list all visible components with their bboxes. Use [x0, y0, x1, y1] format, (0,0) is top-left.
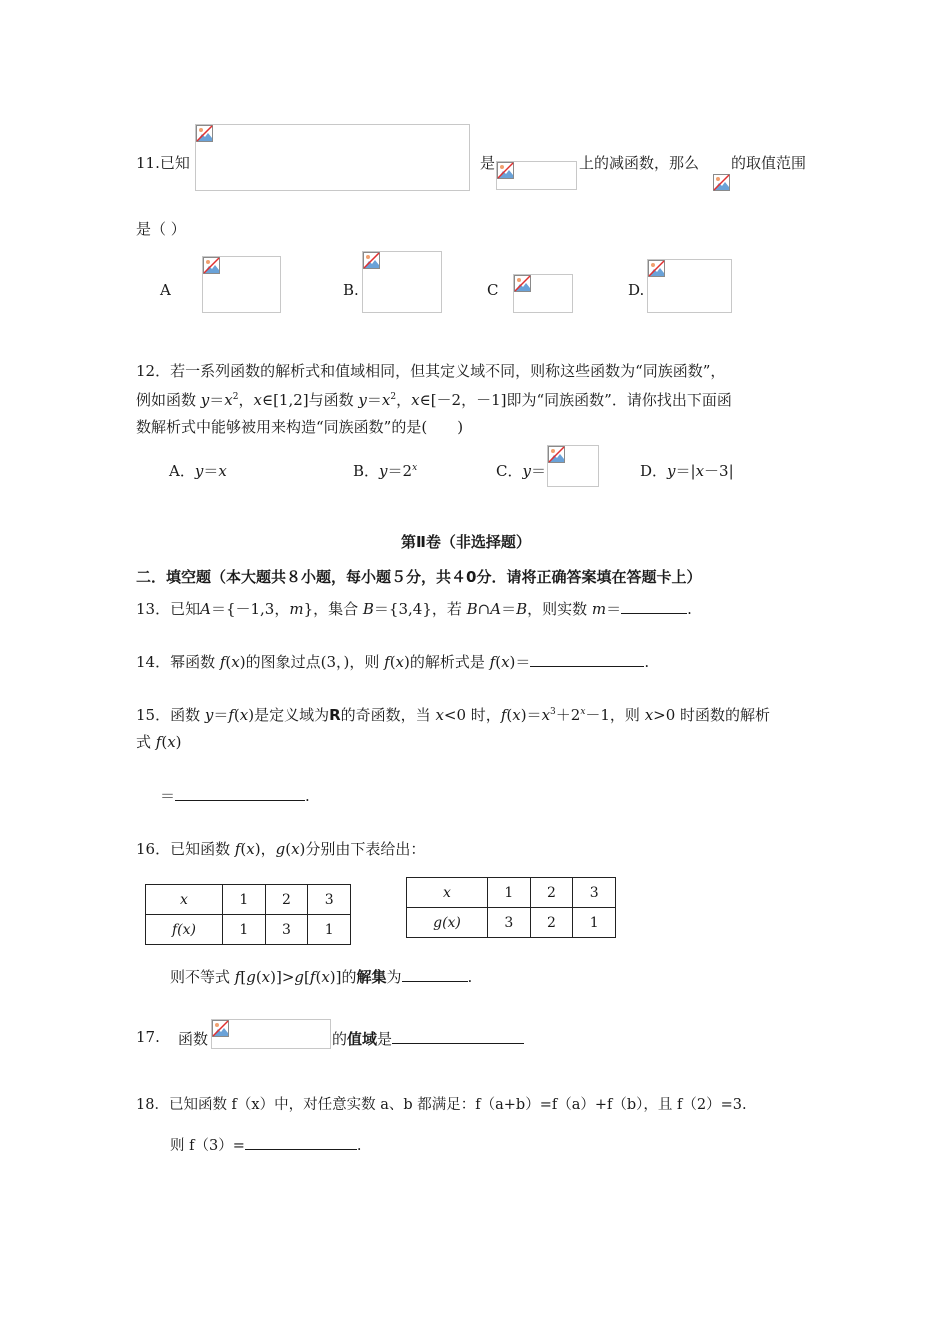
q18-line1: 18．已知函数 f（x）中，对任意实数 a、b 都满足：f（a+b）=f（a）+f（b），且 f（2）=3.: [136, 1097, 747, 1113]
q11-option-b-image: [362, 251, 442, 313]
q18-answer-blank[interactable]: [245, 1135, 357, 1150]
q11-mid: 是: [480, 154, 496, 172]
q11-prefix: 11.已知: [136, 154, 190, 172]
q17-answer-blank[interactable]: [392, 1029, 524, 1044]
g-table-cell: 3: [488, 908, 531, 938]
broken-image-icon: [548, 446, 565, 463]
broken-image-icon: [497, 162, 514, 179]
f-table-header-cell: 3: [308, 885, 351, 915]
q14-answer-blank[interactable]: [530, 652, 644, 667]
q17-num: 17.: [136, 1028, 160, 1046]
g-table-header-cell: 3: [573, 878, 616, 908]
f-table-value-row: [146, 915, 351, 945]
g-table-cell: 2: [530, 908, 573, 938]
q11-option-c: C: [487, 281, 499, 299]
q11-text3: 的取值范围: [731, 154, 807, 172]
broken-image-icon: [514, 275, 531, 292]
q15-line2: 式 f(x): [136, 733, 182, 751]
q17-formula-image: [211, 1019, 331, 1049]
q17-text-a: 函数: [178, 1030, 209, 1048]
q11-option-a-image: [202, 256, 281, 313]
broken-image-icon: [363, 252, 380, 269]
q11-text2: 上的减函数，那么: [579, 154, 700, 172]
q12-line1: 12．若一系列函数的解析式和值域相同，但其定义域不同，则称这些函数为“同族函数”，: [136, 362, 726, 380]
q13-text: 13．已知A＝{－1,3，m}，集合 B＝{3,4}，若 B∩A＝B，则实数 m＝ .: [136, 600, 692, 618]
f-table-row-label: f(x): [146, 915, 223, 945]
q11-option-b: B.: [343, 281, 359, 299]
g-table-value-row: [407, 908, 616, 938]
q15-line1: 15．函数 y＝f(x)是定义域为R的奇函数，当 x<0 时，$f(x)=x^3+2^x-1$，则 x>0 时函数的解析: [136, 706, 771, 724]
q12-option-c: C．y＝: [496, 462, 546, 480]
q11-variable-image: [713, 174, 730, 191]
q11-option-a: A: [160, 281, 171, 299]
q16-answer-blank[interactable]: [402, 967, 468, 982]
f-table-header-row: [146, 885, 351, 915]
g-table-header-row: [407, 878, 616, 908]
g-table: [406, 877, 616, 938]
f-table-header-cell: x: [146, 885, 223, 915]
section-header: 二．填空题（本大题共８小题，每小题５分，共４0分．请将正确答案填在答题卡上）: [136, 568, 702, 586]
broken-image-icon: [648, 260, 665, 277]
q16-inequality: 则不等式 f[g(x)]>g[f(x)]的解集为 .: [170, 968, 473, 986]
q15-line3: ＝ .: [160, 787, 310, 805]
q17-text-b: 的值域是: [332, 1028, 524, 1049]
f-table: [145, 884, 351, 945]
q18-line2: 则 f（3）= .: [170, 1134, 361, 1155]
q11-line2: 是（ ）: [136, 220, 186, 238]
q11-option-d: D.: [628, 281, 645, 299]
q14-text: 14．幂函数 f(x)的图象过点(3，)，则 f(x)的解析式是 f(x)＝ .: [136, 653, 650, 671]
f-table-cell: 1: [223, 915, 266, 945]
q12-option-c-image: [547, 445, 599, 487]
g-table-row-label: g(x): [407, 908, 488, 938]
q12-option-b: B．$y=2^x$: [353, 462, 418, 480]
g-table-header-cell: x: [407, 878, 488, 908]
f-table-header-cell: 2: [265, 885, 308, 915]
g-table-cell: 1: [573, 908, 616, 938]
q12-line2: 例如函数 $y=x^2$，x∈[1,2]与函数 $y=x^2$，x∈[－2，－1]即为“同族函数”．请你找出下面函: [136, 391, 732, 409]
q12-option-d: D．y＝|x－3|: [640, 462, 734, 480]
q11-option-c-image: [513, 274, 573, 313]
f-table-cell: 3: [265, 915, 308, 945]
q12-line3: 数解析式中能够被用来构造“同族函数”的是( ): [136, 418, 464, 436]
broken-image-icon: [196, 125, 213, 142]
q11-domain-image: [496, 161, 577, 190]
f-table-cell: 1: [308, 915, 351, 945]
f-table-header-cell: 1: [223, 885, 266, 915]
g-table-header-cell: 2: [530, 878, 573, 908]
section-title: 第Ⅱ卷（非选择题）: [401, 533, 531, 551]
broken-image-icon: [212, 1020, 229, 1037]
q12-option-a: A．y＝x: [169, 462, 227, 480]
broken-image-icon: [203, 257, 220, 274]
g-table-header-cell: 1: [488, 878, 531, 908]
q11-formula-image: [195, 124, 470, 191]
broken-image-icon: [713, 174, 730, 191]
q16-text: 16．已知函数 f(x)，g(x)分别由下表给出：: [136, 840, 426, 858]
q11-option-d-image: [647, 259, 732, 313]
q15-answer-blank[interactable]: [175, 786, 305, 801]
q13-answer-blank[interactable]: [621, 599, 687, 614]
